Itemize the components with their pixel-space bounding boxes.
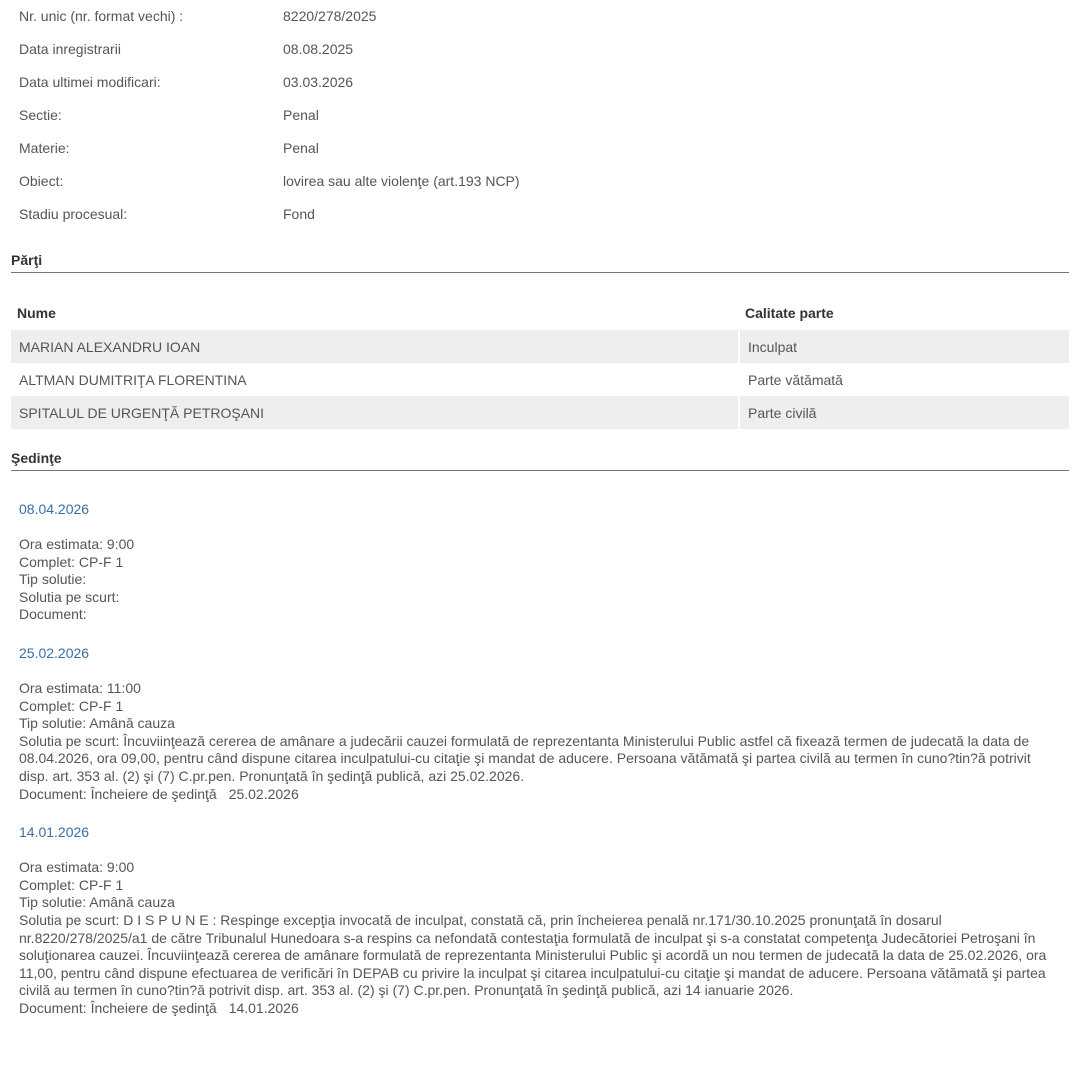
table-row xyxy=(11,363,1069,396)
session-tip-solutie: Tip solutie: xyxy=(19,571,87,588)
party-role: Parte vătămată xyxy=(739,363,1069,396)
session-document xyxy=(19,606,1064,624)
detail-row-sectie xyxy=(0,99,1071,132)
session-tip-solutie: Tip solutie: Amână cauza xyxy=(19,715,175,732)
detail-label: Materie: xyxy=(19,140,70,156)
table-row xyxy=(11,396,1069,429)
session-document xyxy=(19,1000,1064,1018)
detail-value: 8220/278/2025 xyxy=(283,8,377,24)
party-role: Inculpat xyxy=(739,330,1069,363)
detail-value: 03.03.2026 xyxy=(283,74,354,90)
detail-row-nr-unic xyxy=(0,0,1071,33)
session-date-link[interactable]: 14.01.2026 xyxy=(19,824,90,841)
detail-label: Data inregistrarii xyxy=(19,41,121,57)
detail-value: lovirea sau alte violenţe (art.193 NCP) xyxy=(283,173,520,189)
detail-row-obiect xyxy=(0,165,1071,198)
session-complet: Complet: CP-F 1 xyxy=(19,876,124,893)
detail-row-data-ultimei-modificari xyxy=(0,66,1071,99)
detail-label: Data ultimei modificari: xyxy=(19,74,161,90)
column-header-nume: Nume xyxy=(17,305,56,321)
party-role: Parte civilă xyxy=(739,396,1069,429)
session-ora: Ora estimata: 9:00 xyxy=(19,859,135,876)
detail-label: Nr. unic (nr. format vechi) : xyxy=(19,8,184,24)
party-name: ALTMAN DUMITRIŢA FLORENTINA xyxy=(19,371,247,388)
case-details xyxy=(0,0,1071,231)
document-date: 25.02.2026 xyxy=(228,785,299,802)
document-label: Document: Încheiere de şedinţă xyxy=(19,785,217,802)
section-title-parti: Părţi xyxy=(11,252,1069,273)
session-entry xyxy=(19,823,1064,1017)
session-entry xyxy=(19,500,1064,624)
session-tip-solutie: Tip solutie: Amână cauza xyxy=(19,894,175,911)
detail-value: Penal xyxy=(283,107,319,123)
document-label: Document: xyxy=(19,606,87,623)
table-header-row xyxy=(11,296,1069,330)
session-complet: Complet: CP-F 1 xyxy=(19,697,124,714)
session-document xyxy=(19,786,1064,804)
section-title-sedinte: Şedinţe xyxy=(11,450,1069,471)
document-date: 14.01.2026 xyxy=(228,999,299,1016)
party-name: MARIAN ALEXANDRU IOAN xyxy=(11,330,739,363)
table-row xyxy=(11,330,1069,363)
session-ora: Ora estimata: 11:00 xyxy=(19,679,141,696)
detail-row-materie xyxy=(0,132,1071,165)
detail-row-stadiu-procesual xyxy=(0,198,1071,231)
session-entry xyxy=(19,644,1064,803)
session-solutie: Solutia pe scurt: D I S P U N E : Respinge excepţia invocată de inculpat, constată că, prin încheierea penală nr.171/30.10.2025 pronunţată în dosarul nr.8220/278/2025/a1 de către Tribunalul Hunedoara s-a respins ca nefondată contestaţia formulată de inculpat şi s-a constatat competenţa Judecătoriei Petroşani în soluţionarea cauzei. Încuviinţează cererea de amânare formulată de reprezentanta Ministerului Public şi acordă un nou termen de judecată la data de 25.02.2026, ora 11,00, pentru când dispune efectuarea de verificări în DEPAB cu privire la inculpat şi citarea inculpatului-cu citaţie şi mandat de aducere. Persoana vătămată şi partea civilă au termen în cuno?tin?ă potrivit disp. art. 353 al. (2) şi (7) C.pr.pen. Pronunţată în şedinţă publică, azi 14 ianuarie 2026. xyxy=(19,911,1047,999)
session-date-link[interactable]: 25.02.2026 xyxy=(19,644,90,661)
party-name: SPITALUL DE URGENŢĂ PETROŞANI xyxy=(11,396,739,429)
session-solutie: Solutia pe scurt: xyxy=(19,588,120,605)
detail-value: Penal xyxy=(283,140,319,156)
detail-label: Sectie: xyxy=(19,107,62,123)
column-header-calitate: Calitate parte xyxy=(745,305,834,321)
detail-value: Fond xyxy=(283,206,315,222)
detail-label: Stadiu procesual: xyxy=(19,206,128,222)
detail-row-data-inregistrarii xyxy=(0,33,1071,66)
parties-table xyxy=(11,296,1069,429)
detail-value: 08.08.2025 xyxy=(283,41,354,57)
session-date-link[interactable]: 08.04.2026 xyxy=(19,501,90,517)
session-solutie: Solutia pe scurt: Încuviinţează cererea de amânare a judecării cauzei formulată de reprezentanta Ministerului Public astfel că fixează termen de judecată la data de 08.04.2026, ora 09,00, pentru când dispune citarea inculpatului-cu citaţie şi mandat de aducere. Persoana vătămată şi partea civilă au termen în cuno?tin?ă potrivit disp. art. 353 al. (2) şi (7) C.pr.pen. Pronunţată în şedinţă publică, azi 25.02.2026. xyxy=(19,732,1031,784)
document-label: Document: Încheiere de şedinţă xyxy=(19,999,217,1016)
sessions-list xyxy=(19,500,1064,1037)
detail-label: Obiect: xyxy=(19,173,64,189)
session-complet: Complet: CP-F 1 xyxy=(19,553,124,570)
session-ora: Ora estimata: 9:00 xyxy=(19,536,135,552)
